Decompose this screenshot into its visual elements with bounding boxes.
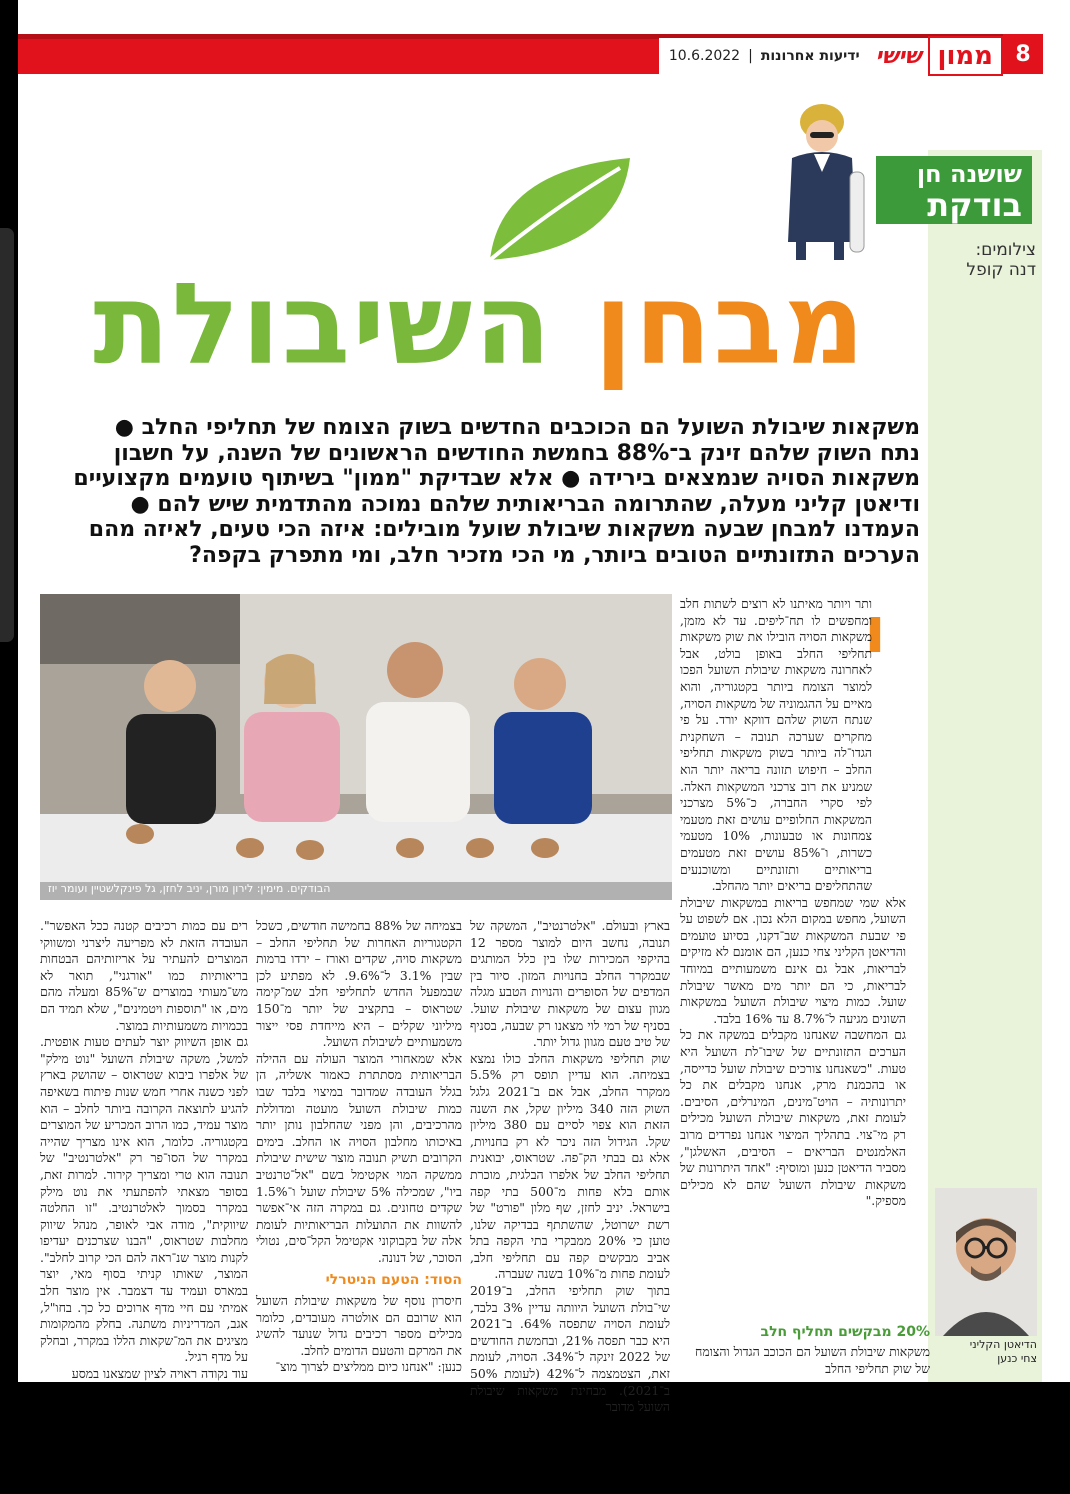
masthead [659,34,1043,74]
article-column-1 [680,596,906,1374]
dropcap: ו [864,594,886,668]
tasters-photo [40,594,672,900]
col1-tail-block [680,1318,930,1377]
reporter-cartoon [752,92,880,262]
portrait-caption [935,1338,1037,1366]
dietitian-illustration [935,1188,1037,1336]
headline-word-2: השיבולת [93,260,554,390]
paragraph: משקאות שיבולת השועל הם הכוכב הגדול והצומח של שוק תחליפי החלב [695,1344,930,1376]
article-deck [60,415,920,569]
deck-line: משקאות הסויה שנמצאים בירידה ● אלא שבדיקת "ממון" בשיתוף טועמים מקצועיים [73,466,920,492]
paragraph: אלא שמאחורי המוצר העולה עם ההילה הבריאותית מסתתרת כאמור אשליה, הן בגלל העובדה שמדובר במיצוי בלבד שבו כמות שיבולת השועל מועטה ומדוללת מהרכיבים, והן מפני שהחלבון נותן יותר באיכותו מחלבון הסויה או החלב. בימים הקרובים תשיק תנובה מוצר שישית שיבולת ממשקה המוי אקטימל בשם "אל־טרנטיב ביו", שמכילה 5% שיבולת שועל ו־1.5% שקדים טחונים. גם במקרה הזה אי־אפשר להשוות את התועלות הבריאותיות לעומת אלה של בקבוקוני אקטימל הקל־סים, נטולי הסוכר, של דנונה. [256,1050,462,1265]
subhead-milk-substitute: 20% מבקשים תחליף חלב [760,1324,930,1340]
paragraph: בארץ ובעולם. "אלטרנטיב", המשקה של תנובה, נחשב היום למוצר מספר 12 בהיקפי המכירות שלו בין כלל המותגים שבמקרר החלב בחנויות המזון. סיור בין המדפים של הסופרים והנויות הטבע מגלה מגוון עצום של משקאות שיבולת שועל. בסניף של רמי לוי מצאנו רק שבעה, בסניף של טיב טעם מגוון גדול יותר. [470,918,670,1050]
headline [40,250,920,400]
portrait-caption-role: הדיאטן הקליני [969,1338,1037,1351]
deck-line: משקאות שיבולת השועל הם הכוכבים החדשים בשוק הצומח של תחליפי החלב ● [114,415,920,440]
paragraph: עוד נקודה ראויה לציון שמצאנו במסע [71,1366,248,1382]
photo-credit [930,240,1036,280]
portrait-caption-name: צחי כנען [997,1352,1037,1365]
paragraph: בצמיחה של 88% בחמישה חודשים, כשכל הקטגוריות האחרות של תחליפי החלב – משקאות סויה, שקדים ואורז – ירדו ברמות שבין 3.1% ל־9.6%. לא מפתיע לכן שבמפעל החדש לתחליפי חלב שמ־קימה שטראוס – בתקציב של יותר מ־150 מיליוני שקלים – היא מייחדת פסי ייצור משמעותיים לשיבולת השועל. [256,918,463,1050]
deck-line: העמדנו למבחן שבעה משקאות שיבולת שועל מובילים: איזה הכי טעים, לאיזה מהם [88,517,920,543]
article-column-3 [256,918,462,1374]
paragraph: ותר ויותר מאיתנו לא רוצים לשתות חלב ומחפשים לו תח־ליפים. עד לא מזמן, משקאות הסויה הובילו את שוק משקאות תחליפי החלב באופן בולט, אבל לאחרונה משקאות שיבולת השועל הפכו למוצר הצומח ביותר בקטגוריה, והוא מאיים על ההגמוניה של משקאות הסויה, שנתח השוק שלהם דווקא יורד. על פי מחקרים שערכה תנובה – השחקנית הגדו־לה ביותר בשוק משקאות תחליפי החלב – חיפוש תזונה בריאה יותר הוא שמניע את רוב צרכני המשקאות האלה. לפי סקרי החברה, כ־5% מצרכני המשקאות החלופיים עושים זאת מטעמי צמחונות או טבעונות, 10% מטעמי כשרות, ו־85% עושים זאת מטעמים בריאותיים ותזונתיים ומשוכנעים שהתחליפים בריאים יותר מהחלב. [680,596,872,894]
photo-credit-label: צילומים: [975,240,1036,260]
paragraph: כנען: "אנחנו כיום ממליצים לצרוך מוצ־ [275,1359,462,1375]
byline-role: בודקת [927,186,1022,224]
paragraph: גם אופן השיווק יוצר לעתים טעות אופטית. למשל, משקה שיבולת השועל "נוט מילק" של אלפרו ביבוא שטראוס – שהושק בארץ לפני כשנה אחרי חמש שנות פיתוח בשאיפה להגיע לתוצאה הקרובה ביותר לחלב – הוא מוצר עמיד, כמו הרוב המכריע של המוצרים בקטגוריה. כלומר, הוא אינו מצריך שהייה במקרר של הסו־פר רק "אלטרנטיב" של תנובה הוא טרי ומצריך קירור. למרות זאת, בסופר מצאתי להפתעתי את נוט מילק במקרר בסמוך לאלטרנטיב. "זו החלטה שיווקית", מודה אבי לאופר, מנהל שיווק מחלבות שטראוס, "הבנו שצרכנים יעדיפו לקנות מוצר שנ־ראה להם הכי קרוב לחלב". המוצר, שאותו קניתי בסוף מאי, יוצר במארס ועמיד עד דצמבר. אין מוצר חלב אמיתי עם חיי מדף ארוכים כל כך. בחו"ל, אגב, המדריניות משתנה. בחלק מהמקומות מציגים את המ־שקאות הללו במקרר, ובחלק על מדף רגיל. [40,1034,248,1365]
deck-line: נתח השוק שלהם זינק ב־88% בחמשת החודשים הראשונים של השנה, על חשבון [113,440,920,466]
byline-name: שושנה חן [916,160,1022,188]
paragraph: אלא שמי שמחפש בריאות במשקאות שיבולת השועל, מחפש במקום הלא נכון. אם לשפוט על פי שבעת המשקאות שב־דקנו, בסיוע טועמים והדיאטן הקליני צחי כנען, הם אומנם לא מזיקים לבריאות, אבל גם אינם משמעותיים במיוחד לבריאות, כי הם יותר מים מאשר שיבולת שועל. כמות מיצוי שיבולת השועל במשקאות השונים מגיעה ל־8.7% עד 16% בלבד. [680,894,906,1026]
brand-logo-sub: שישי [870,38,928,74]
byline-box [876,156,1032,224]
paper-name: ידיעות אחרונות [760,48,860,64]
deck-line: ודיאטן קליני מעלה, שהתרומה הבריאותית שלהם נמוכה מהתדמית שיש להם ● [130,491,920,517]
issue-date: 10.6.2022 [668,48,741,64]
paragraph: חיסרון נוסף של משקאות שיבולת השועל הוא שרובם הם אולטרה מעובדים, כלומר מכילים מספר רכיבים גדול שנועד להשיג את המרקם והטעם הדומים לחלב. [256,1293,462,1358]
subhead-neutral-taste: הסוד: הטעם הניטרלי [325,1272,462,1289]
article-column-2 [470,918,671,1415]
paper-meta [659,38,870,74]
photo-credit-name: דנה קופל [966,260,1036,280]
paragraph: בתוך שוק תחליפי החלב, ב־2019 שי־בולת השועל היוותה עדיין 3% בלבד, לעומת הסויה שתפסה 64%. ב־2021 היא כבר תפסה 21%, ובחמשת החודשים של 2022 זינקה ל־34%. הסויה, לעומת זאת, הצטמצמה ל־42% (לעומת 50% ב־2021). מבחינת משקאות שיבולת השועל מדובר [470,1283,671,1415]
deck-line: הערכים התזונתיים הטובים ביותר, מי הכי מזכיר חלב, ומי מתפרק בקפה? [189,542,920,568]
brand-logo-main: ממון [928,36,1003,76]
paragraph: רים עם כמות רכיבים קטנה ככל האפשר". העובדה הזאת לא מפריעה ליצרני ומשווקי המוצרים להעתיר על אריזותיהם הבטחות בריאותיות כמו "אורגני", תואר לא מש־מעותי במוצרים ש־85% ומעלה מהם מים, או "תוספות ויטמינים", שלא תמיד הם בכמויות משמעותיות במוצר. [40,918,248,1033]
photo-caption: הבודקים. מימין: לירון מורן, יניב לחזן, גל פינקלשטיין ועומר יוז [48,882,331,895]
paragraph: שוק תחליפי משקאות החלב כולו נמצא בצמיחה. הוא עדיין תופס רק 5.5% ממקרר החלב, אבל אם ב־2021 גלגל השוק הזה 340 מיליון שקל, את השנה הזאת הוא צפוי לסיים עם 380 מיליון שקל. הגידול הזה ניכר לא רק בחנויות, אלא גם בבתי הק־פה. שטראוס, יבואנית תחליפי החלב של אלפרו הבלגית, מוכרת אותם בלא פחות מ־500 בתי קפה בישראל. יניב לחזן, שף מלון "פורט" של רשת ישרוטל, שהשתתף בבדיקה שלנו, טוען כי 20% ממבקרי בתי הקפה בתל אביב מבקשים קפה עם תחליפי חלב, לעומת פחות מ־10% בשנה שעברה. [470,1050,670,1282]
meta-separator: | [748,48,753,64]
article-column-4 [40,918,248,1382]
tasters-illustration [40,594,672,900]
dietitian-portrait [935,1188,1037,1336]
side-scroll-tab[interactable] [0,228,14,642]
paragraph: גם המחשבה שאנחנו מקבלים במשקה את כל הערכים התזונתיים של שיבו־לת השועל היא טעות. "כשאנחנו צורכים שיבולת שועל כדייסה, או בהכמנת מרק, אנחנו מקבלים את כל יתרונותיה – הויט־מינים, המינרלים, הסיבים. לעומת זאת, משקאות שיבולת השועל מכילים רק מי־צוי. בתהליך המיצוי אנחנו נפרדים מרוב האלמנטים הבריאים – הסיבים, האשלגן", מסביר הדיאטן כנען ומוסיף: "אחד היתרונות של משקאות שיבולת השועל שהם לא מכילים מספיק." [680,1027,906,1209]
page-number: 8 [1003,34,1043,74]
header-bar [18,34,1043,74]
headline-word-1: מבחן [594,260,867,390]
